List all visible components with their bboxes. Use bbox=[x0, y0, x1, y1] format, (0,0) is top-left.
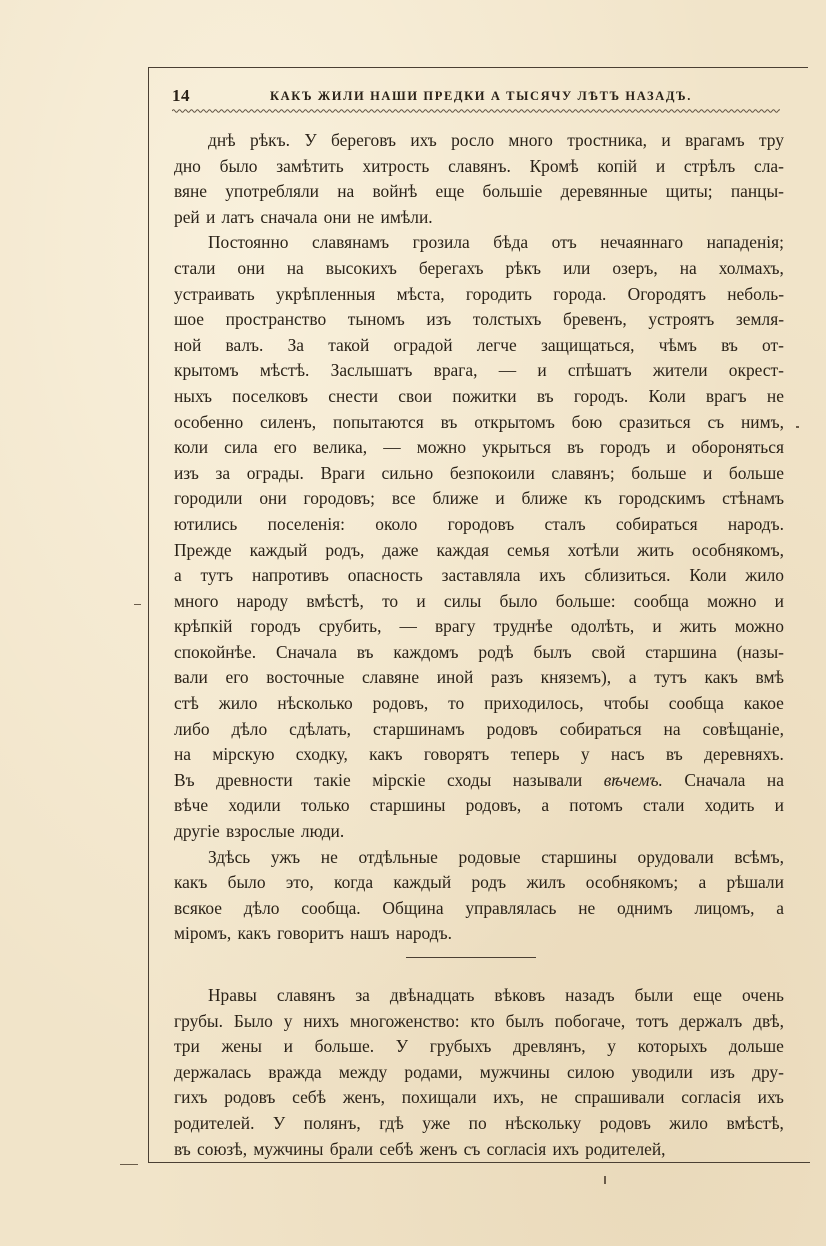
divider-rule bbox=[406, 957, 536, 958]
text-line: стѣ жило нѣсколько родовъ, то приходилось, чтобы сообща какое bbox=[174, 693, 784, 714]
paragraph-2 bbox=[174, 230, 784, 844]
text-line: міромъ, какъ говоритъ нашъ народъ. bbox=[174, 923, 452, 944]
text-line: родителей. У полянъ, гдѣ уже по нѣскольку родовъ жило вмѣстѣ, bbox=[174, 1112, 784, 1133]
text-line: ютились поселенія: около городовъ сталъ собираться народъ. bbox=[174, 513, 784, 534]
text-line: много народу вмѣстѣ, то и силы было больше: сообща можно и bbox=[174, 590, 784, 611]
text-line: шое пространство тыномъ изъ толстыхъ бревенъ, устроятъ земля- bbox=[174, 309, 784, 330]
text-line: днѣ рѣкъ. У береговъ ихъ росло много тростника, и врагамъ тру bbox=[208, 130, 784, 150]
text-line: Здѣсь ужъ не отдѣльные родовые старшины орудовали всѣмъ, bbox=[208, 846, 784, 867]
text-line: особенно силенъ, попытаются въ открытомъ бою сразиться съ нимъ, bbox=[174, 411, 784, 432]
text-line: ной валъ. За такой оградой легче защищаться, чѣмъ въ от- bbox=[174, 334, 784, 355]
running-title: КАКЪ ЖИЛИ НАШИ ПРЕДКИ А ТЫСЯЧУ ЛѢТЪ НАЗАДЪ. bbox=[270, 89, 692, 103]
text-line: на мірскую сходку, какъ говорятъ теперь у насъ въ деревняхъ. bbox=[174, 744, 784, 765]
scan-mark bbox=[604, 1176, 606, 1184]
scan-mark bbox=[134, 604, 141, 605]
text-line: три жены и больше. У грубыхъ древлянъ, у которыхъ дольше bbox=[174, 1036, 784, 1057]
body-text bbox=[174, 128, 784, 1162]
text-line: крытомъ мѣстѣ. Заслышатъ врага, — и спѣшатъ жители окрест- bbox=[174, 360, 784, 381]
text-line: стали они на высокихъ берегахъ рѣкъ или озеръ, на холмахъ, bbox=[174, 257, 784, 278]
text-line: Нравы славянъ за двѣнадцать вѣковъ назадъ были еще очень bbox=[208, 985, 784, 1005]
section-divider bbox=[174, 947, 784, 983]
frame-left-rule bbox=[148, 67, 149, 1162]
text-line: грубы. Было у нихъ многоженство: кто былъ побогаче, тотъ держалъ двѣ, bbox=[174, 1010, 784, 1031]
text-line: вяне употребляли на войнѣ еще большіе деревянные щиты; панцы- bbox=[174, 181, 784, 202]
text-line: дно было замѣтить хитрость славянъ. Кромѣ копій и стрѣлъ сла- bbox=[174, 155, 784, 176]
text-line: устраивать укрѣпленныя мѣста, городить города. Огородятъ неболь- bbox=[174, 283, 784, 304]
text-line: вали его восточные славяне иной разъ княземъ), а тутъ какъ вмѣ bbox=[174, 667, 784, 688]
text-line: ныхъ поселковъ снести свои пожитки въ городъ. Коли врагъ не bbox=[174, 385, 784, 406]
page-header bbox=[172, 86, 782, 108]
text-line: въ союзѣ, мужчины брали себѣ женъ съ согласія ихъ родителей, bbox=[174, 1138, 666, 1159]
text-line: а тутъ напротивъ опасность заставляла ихъ сблизиться. Коли жило bbox=[174, 565, 784, 586]
paragraph-4 bbox=[174, 983, 784, 1162]
text-line: рей и латъ сначала они не имѣли. bbox=[174, 206, 433, 227]
page-number: 14 bbox=[172, 86, 190, 105]
scan-mark bbox=[120, 1164, 138, 1165]
text-line: изъ за ограды. Враги сильно безпокоили славянъ; больше и больше bbox=[174, 462, 784, 483]
text-line: коли сила его велика, — можно укрыться въ городъ и обороняться bbox=[174, 437, 784, 458]
text-line: держалась вражда между родами, мужчины силою уводили изъ дру- bbox=[174, 1061, 784, 1082]
text-line: гихъ родовъ себѣ женъ, похищали ихъ, не спрашивали согласія ихъ bbox=[174, 1087, 784, 1108]
scan-mark bbox=[796, 426, 799, 428]
text-line: вѣче ходили только старшины родовъ, а потомъ стали ходить и bbox=[174, 795, 784, 816]
text-line: всякое дѣло сообща. Община управлялась не однимъ лицомъ, а bbox=[174, 897, 784, 918]
text-line: Прежде каждый родъ, даже каждая семья хотѣли жить особнякомъ, bbox=[174, 539, 784, 560]
paragraph-3 bbox=[174, 845, 784, 947]
text-line: либо дѣло сдѣлать, старшинамъ родовъ собираться на совѣщаніе, bbox=[174, 718, 784, 739]
text-line: крѣпкій городъ срубить, — врагу труднѣе одолѣть, и жить можно bbox=[174, 616, 784, 637]
text-line: Постоянно славянамъ грозила бѣда отъ нечаяннаго нападенія; bbox=[208, 232, 784, 253]
text-line: городили они городовъ; все ближе и ближе къ городскимъ стѣнамъ bbox=[174, 488, 784, 509]
text-line: какъ было это, когда каждый родъ жилъ особнякомъ; а рѣшали bbox=[174, 872, 784, 893]
italic-term: вѣчемъ. bbox=[603, 769, 663, 790]
text-line: Въ древности такіе мірскіе сходы называли вѣчемъ. Сначала на bbox=[174, 768, 784, 794]
wavy-rule bbox=[172, 108, 780, 114]
text-line: другіе взрослые люди. bbox=[174, 821, 345, 842]
paragraph-1 bbox=[174, 128, 784, 230]
frame-top-rule bbox=[148, 67, 808, 68]
text-line: спокойнѣе. Сначала въ каждомъ родѣ былъ свой старшина (назы- bbox=[174, 641, 784, 662]
